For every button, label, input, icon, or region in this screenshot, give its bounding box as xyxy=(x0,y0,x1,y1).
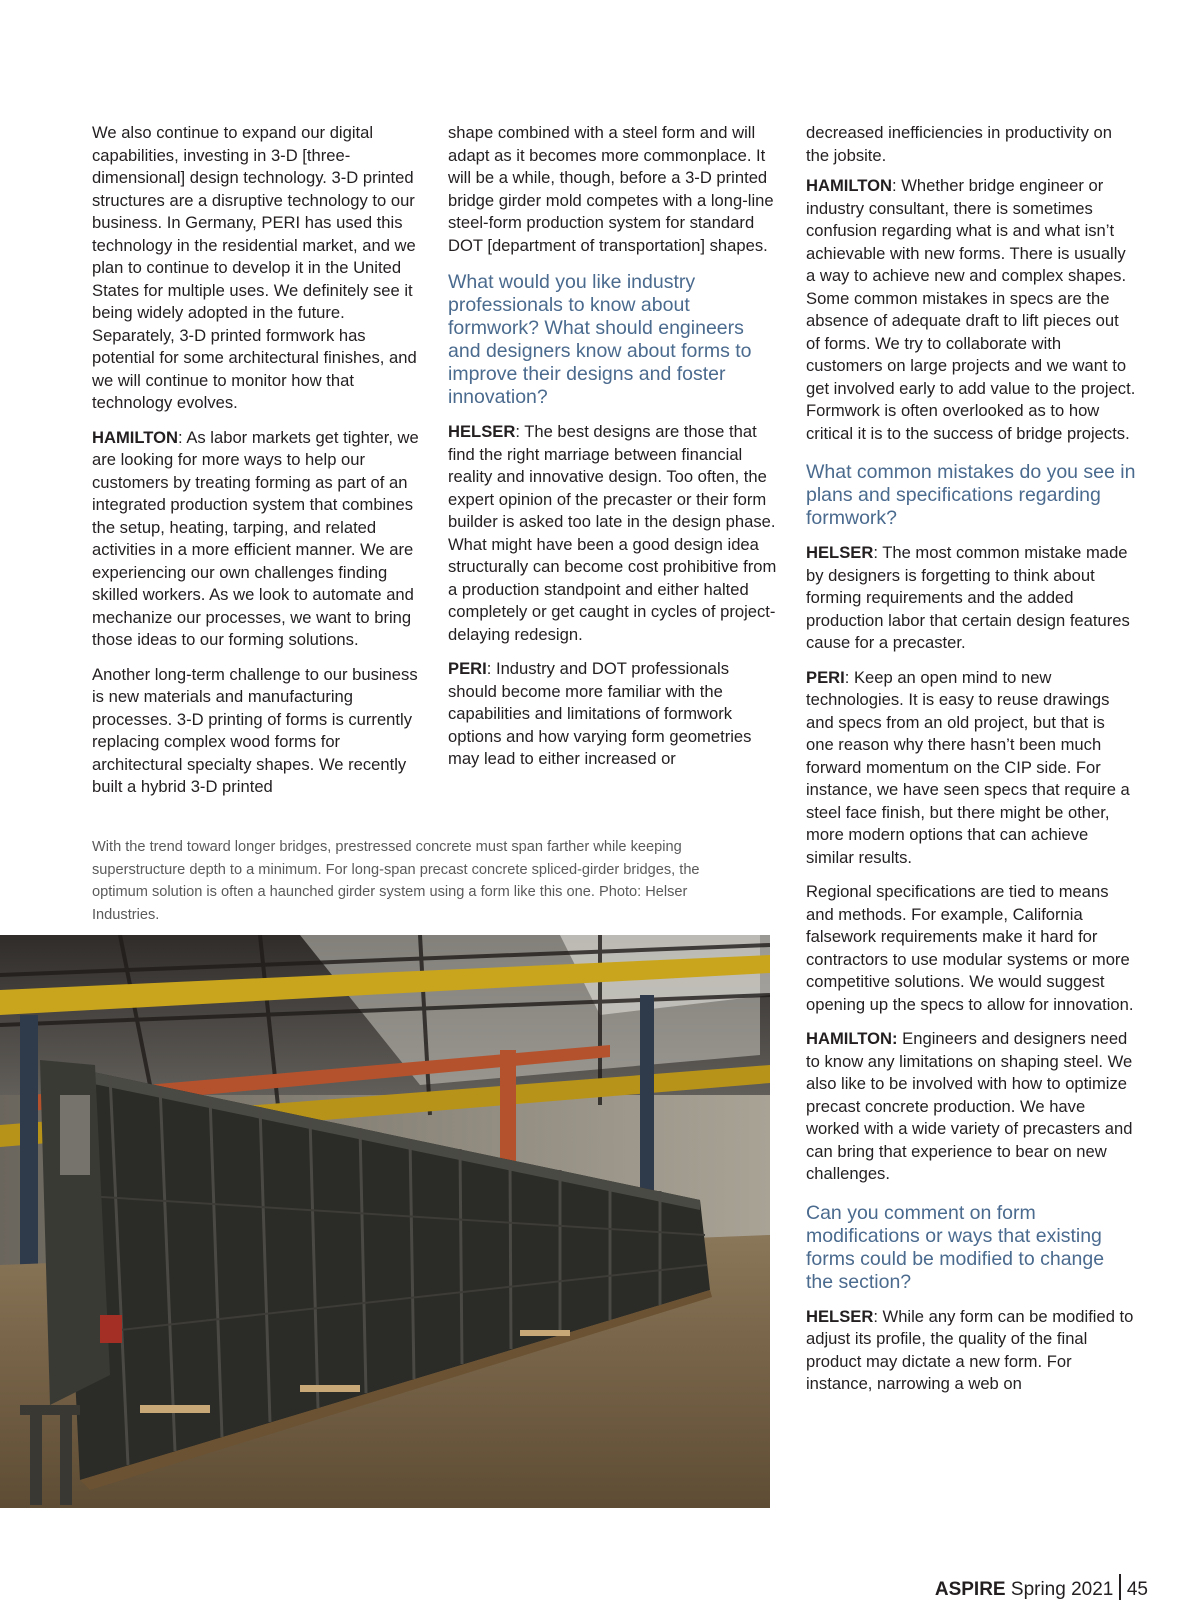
speaker-name: HAMILTON: xyxy=(806,1029,898,1048)
speaker-text: : Industry and DOT professionals should become more familiar with the capabilities and limitations of formwork options and how varying form geometries may lead to either increased or xyxy=(448,659,752,768)
speaker-text: : Keep an open mind to new technologies. It is easy to reuse drawings and specs from an old project, but that is one reason why there hasn’t been much forward momentum on the CIP side. For instance, we have seen specs that require a steel face finish, but there might be other, more modern options that can achieve similar results. xyxy=(806,667,1130,867)
body-paragraph xyxy=(806,1028,1136,1186)
interview-question: Can you comment on form modifications or ways that existing forms could be modified to change the section? xyxy=(806,1201,1105,1293)
speaker-text: : Whether bridge engineer or industry consultant, there is sometimes confusion regarding what is and what isn’t achievable with new forms. There is usually a way to achieve new and complex shapes. Some common mistakes in specs are the absence of adequate draft to lift pieces out of forms. We try to collaborate with customers on large projects and we want to get involved early to add value to the project. Formwork is often overlooked as to how critical it is to the success of bridge projects. xyxy=(806,176,1136,443)
girder-form-photo xyxy=(0,935,770,1508)
body-paragraph: Regional specifications are tied to means and methods. For example, California falsework requirements make it hard for contractors to use modular systems or more competitive solutions. We would suggest opening up the specs to allow for innovation. xyxy=(806,882,1134,1014)
speaker-name: HELSER xyxy=(806,1306,874,1326)
interview-question: What common mistakes do you see in plans and specifications regarding formwork? xyxy=(806,461,1136,529)
body-paragraph xyxy=(448,658,778,771)
speaker-name: HELSER xyxy=(806,543,874,562)
speaker-name: HAMILTON xyxy=(806,176,893,195)
body-paragraph xyxy=(806,175,1136,445)
photo-caption: With the trend toward longer bridges, prestressed concrete must span farther while keeping superstructure depth to a minimum. For long-span precast concrete spliced-girder bridges, the optimum solution is often a haunched girder system using a form like this one. Photo: Helser Industries. xyxy=(92,839,700,923)
body-paragraph xyxy=(806,1306,1136,1396)
speaker-text: : As labor markets get tighter, we are looking for more ways to help our customers by treating forming as part of an integrated production system that combines the setup, heating, tarping, and related activities in a more efficient manner. We are experiencing our own challenges finding skilled workers. As we look to automate and mechanize our processes, we want to bring those ideas to our forming solutions. xyxy=(92,427,419,649)
speaker-text: : The best designs are those that find the right marriage between financial reality and innovative design. Too often, the expert opinion of the precaster or their form builder is asked too late in the design phase. What might have been a good design idea structurally can become cost prohibitive from a production standpoint and either halted completely or get caught in cycles of project-delaying redesign. xyxy=(448,422,777,644)
speaker-name: HELSER xyxy=(448,422,516,441)
magazine-name: ASPIRE xyxy=(934,1579,1006,1600)
interview-question: What would you like industry professionals to know about formwork? What should engineers and designers know about forms to improve their designs and foster innovation? xyxy=(448,271,752,408)
page-number: 45 xyxy=(1126,1579,1148,1600)
speaker-text: : While any form can be modified to adjust its profile, the quality of the final product may dictate a new form. For instance, narrowing a web on xyxy=(806,1306,1134,1393)
body-paragraph: We also continue to expand our digital capabilities, investing in 3-D [three-dimensional] design technology. 3-D printed structures are a disruptive technology to our business. In Germany, PERI has used this technology in the residential market, and we plan to continue to develop it in the United States for multiple uses. We definitely see it being widely adopted in the future. Separately, 3-D printed formwork has potential for some architectural finishes, and we will continue to monitor how that technology evolves. xyxy=(92,123,417,412)
footer-divider xyxy=(1119,1574,1121,1600)
body-paragraph: decreased inefficiencies in productivity on the jobsite. xyxy=(806,123,1112,165)
body-paragraph: shape combined with a steel form and will adapt as it becomes more commonplace. It will be a while, though, before a 3-D printed bridge girder mold competes with a long-line steel-form production system for standard DOT [department of transportation] shapes. xyxy=(448,123,774,255)
article-column-3 xyxy=(806,122,1136,1408)
speaker-text: : The most common mistake made by designers is forgetting to think about forming requirements and the added production labor that certain design features cause for a precaster. xyxy=(806,543,1130,652)
speaker-name: HAMILTON xyxy=(92,427,179,447)
speaker-name: PERI xyxy=(806,667,845,687)
article-column-1 xyxy=(92,122,422,811)
page-footer xyxy=(935,1574,1148,1602)
speaker-name: PERI xyxy=(448,659,487,678)
body-paragraph xyxy=(806,667,1136,870)
body-paragraph: Another long-term challenge to our business is new materials and manufacturing processes. 3-D printing of forms is currently replacing complex wood forms for architectural specialty shapes. We recently built a hybrid 3-D printed xyxy=(92,664,418,796)
body-paragraph xyxy=(92,427,422,652)
speaker-text: Engineers and designers need to know any limitations on shaping steel. We also like to be involved with how to optimize precast concrete production. We have worked with a wide variety of precasters and can bring that experience to bear on new challenges. xyxy=(806,1029,1133,1183)
body-paragraph xyxy=(448,421,778,646)
article-column-2 xyxy=(448,122,778,783)
issue-date: Spring 2021 xyxy=(1010,1579,1114,1600)
body-paragraph xyxy=(806,542,1136,655)
